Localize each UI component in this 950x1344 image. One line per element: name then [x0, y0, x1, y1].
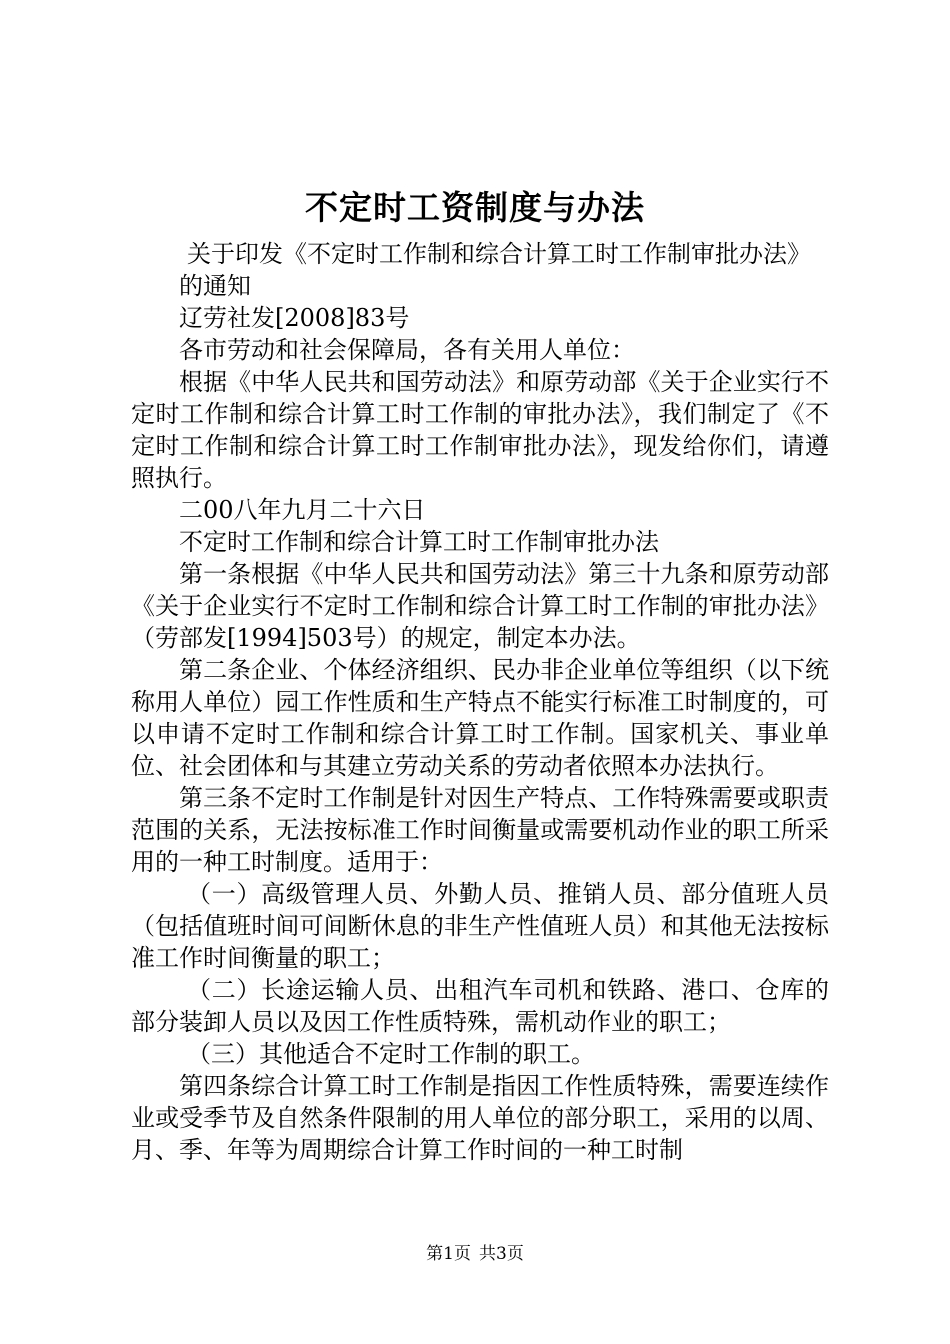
page-footer	[0, 1243, 950, 1265]
document-body	[131, 238, 829, 1166]
paragraph-item-1: （一）高级管理人员、外勤人员、推销人员、部分值班人员（包括值班时间可间断休息的非生产性值班人员）和其他无法按标准工作时间衡量的职工；	[131, 880, 829, 972]
paragraph-article-1: 第一条根据《中华人民共和国劳动法》第三十九条和原劳动部《关于企业实行不定时工作制和综合计算工时工作制的审批办法》（劳部发[1994]503号）的规定，制定本办法。	[131, 560, 829, 652]
page-total: 共3页	[479, 1244, 524, 1264]
paragraph-addressee: 各市劳动和社会保障局，各有关用人单位：	[179, 336, 635, 364]
paragraph-article-4: 第四条综合计算工时工作制是指因工作性质特殊，需要连续作业或受季节及自然条件限制的用人单位的部分职工，采用的以周、月、季、年等为周期综合计算工作时间的一种工时制	[131, 1072, 829, 1164]
paragraph-notice-heading: 关于印发《不定时工作制和综合计算工时工作制审批办法》	[187, 240, 811, 268]
document-title: 不定时工资制度与办法	[305, 188, 645, 227]
paragraph-item-2: （二）长途运输人员、出租汽车司机和铁路、港口、仓库的部分装卸人员以及因工作性质特殊，需机动作业的职工；	[131, 976, 829, 1036]
paragraph-doc-number: 辽劳社发[2008]83号	[179, 304, 410, 332]
paragraph-intro: 根据《中华人民共和国劳动法》和原劳动部《关于企业实行不定时工作制和综合计算工时工作制的审批办法》，我们制定了《不定时工作制和综合计算工时工作制审批办法》，现发给你们，请遵照执行。	[131, 368, 829, 492]
paragraph-article-2: 第二条企业、个体经济组织、民办非企业单位等组织（以下统称用人单位）园工作性质和生产特点不能实行标准工时制度的，可以申请不定时工作制和综合计算工时工作制。国家机关、事业单位、社会团体和与其建立劳动关系的劳动者依照本办法执行。	[131, 656, 829, 780]
paragraph-item-3: （三）其他适合不定时工作制的职工。	[187, 1040, 595, 1068]
paragraph-date: 二00八年九月二十六日	[179, 496, 426, 524]
paragraph-notice-suffix: 的通知	[179, 272, 251, 300]
paragraph-measures-title: 不定时工作制和综合计算工时工作制审批办法	[179, 528, 659, 556]
paragraph-article-3: 第三条不定时工作制是针对因生产特点、工作特殊需要或职责范围的关系，无法按标准工作时间衡量或需要机动作业的职工所采用的一种工时制度。适用于：	[131, 784, 829, 876]
page-number: 第1页	[426, 1244, 471, 1264]
